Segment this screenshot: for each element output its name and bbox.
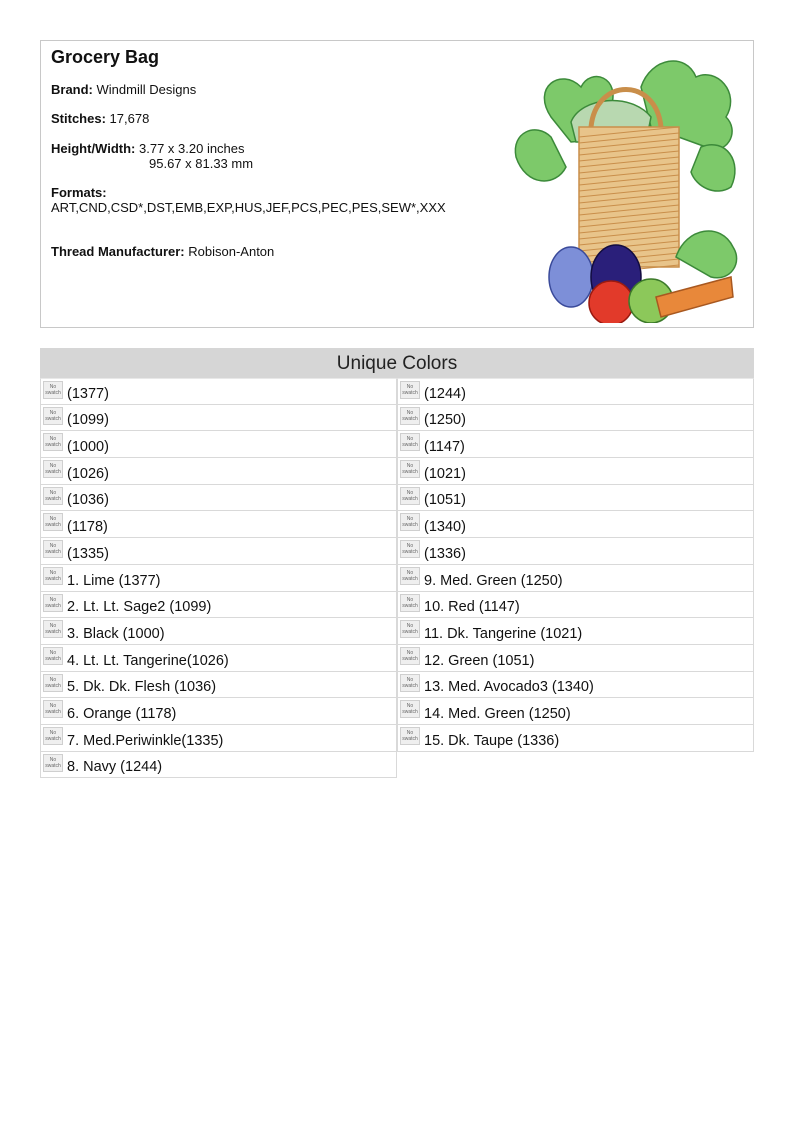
thread-value: Robison-Anton bbox=[188, 244, 275, 259]
color-row bbox=[397, 485, 754, 512]
color-row bbox=[397, 405, 754, 432]
color-row bbox=[397, 618, 754, 645]
color-label: (1026) bbox=[67, 465, 109, 482]
color-row bbox=[397, 645, 754, 672]
no-swatch-icon: No swatch bbox=[43, 567, 63, 585]
color-row bbox=[397, 592, 754, 619]
thread-field bbox=[51, 244, 274, 259]
no-swatch-icon: No swatch bbox=[400, 487, 420, 505]
no-swatch-icon: No swatch bbox=[43, 754, 63, 772]
color-label: (1335) bbox=[67, 545, 109, 562]
color-row bbox=[40, 618, 397, 645]
no-swatch-icon: No swatch bbox=[400, 540, 420, 558]
formats-label: Formats: bbox=[51, 185, 107, 200]
color-label: (1021) bbox=[424, 465, 466, 482]
carrot-bundle bbox=[656, 277, 733, 317]
color-label: (1099) bbox=[67, 412, 109, 429]
no-swatch-icon: No swatch bbox=[400, 647, 420, 665]
formats-value: ART,CND,CSD*,DST,EMB,EXP,HUS,JEF,PCS,PEC,PES,SEW*,XXX bbox=[51, 200, 446, 215]
color-row bbox=[40, 645, 397, 672]
no-swatch-icon: No swatch bbox=[400, 567, 420, 585]
color-row bbox=[397, 458, 754, 485]
color-row bbox=[40, 511, 397, 538]
no-swatch-icon: No swatch bbox=[43, 727, 63, 745]
grocery-bag-design-image bbox=[511, 47, 743, 323]
no-swatch-icon: No swatch bbox=[400, 700, 420, 718]
color-row bbox=[40, 565, 397, 592]
color-row bbox=[40, 752, 397, 779]
color-label: 2. Lt. Lt. Sage2 (1099) bbox=[67, 599, 212, 616]
color-label: (1147) bbox=[424, 439, 465, 456]
color-label: 15. Dk. Taupe (1336) bbox=[424, 732, 560, 749]
color-label: 13. Med. Avocado3 (1340) bbox=[424, 679, 594, 696]
color-row bbox=[397, 378, 754, 405]
leaf-shape bbox=[691, 145, 735, 191]
color-row bbox=[397, 672, 754, 699]
color-label: 12. Green (1051) bbox=[424, 652, 535, 669]
no-swatch-icon: No swatch bbox=[43, 487, 63, 505]
color-label: 10. Red (1147) bbox=[424, 599, 520, 616]
color-label: (1336) bbox=[424, 545, 466, 562]
color-row bbox=[40, 725, 397, 752]
color-label: (1377) bbox=[67, 385, 109, 402]
no-swatch-icon: No swatch bbox=[400, 620, 420, 638]
no-swatch-icon: No swatch bbox=[43, 540, 63, 558]
height-width-label: Height/Width: bbox=[51, 141, 136, 156]
colors-column-right bbox=[397, 378, 754, 752]
color-label: 3. Black (1000) bbox=[67, 625, 165, 642]
eggplant-periwinkle bbox=[549, 247, 593, 307]
no-swatch-icon: No swatch bbox=[43, 407, 63, 425]
color-row bbox=[397, 431, 754, 458]
carrot-leaves bbox=[676, 231, 737, 278]
color-label: 8. Navy (1244) bbox=[67, 759, 163, 776]
color-label: (1178) bbox=[67, 519, 108, 536]
color-row bbox=[397, 565, 754, 592]
color-row bbox=[40, 592, 397, 619]
color-label: 6. Orange (1178) bbox=[67, 705, 177, 722]
color-label: 7. Med.Periwinkle(1335) bbox=[67, 732, 224, 749]
color-row bbox=[397, 698, 754, 725]
design-info-box bbox=[40, 40, 754, 328]
color-label: (1036) bbox=[67, 492, 109, 509]
no-swatch-icon: No swatch bbox=[400, 594, 420, 612]
color-label: (1250) bbox=[424, 412, 466, 429]
stitches-field bbox=[51, 111, 149, 126]
no-swatch-icon: No swatch bbox=[43, 700, 63, 718]
color-label: 11. Dk. Tangerine (1021) bbox=[424, 625, 583, 642]
stitches-label: Stitches: bbox=[51, 111, 106, 126]
no-swatch-icon: No swatch bbox=[43, 674, 63, 692]
color-row bbox=[397, 725, 754, 752]
no-swatch-icon: No swatch bbox=[400, 433, 420, 451]
formats-field bbox=[51, 185, 501, 215]
unique-colors-header: Unique Colors bbox=[40, 348, 754, 378]
thread-label: Thread Manufacturer: bbox=[51, 244, 185, 259]
no-swatch-icon: No swatch bbox=[43, 594, 63, 612]
color-row bbox=[397, 538, 754, 565]
color-label: 4. Lt. Lt. Tangerine(1026) bbox=[67, 652, 229, 669]
brand-label: Brand: bbox=[51, 82, 93, 97]
no-swatch-icon: No swatch bbox=[43, 433, 63, 451]
no-swatch-icon: No swatch bbox=[43, 460, 63, 478]
color-label: (1000) bbox=[67, 439, 109, 456]
no-swatch-icon: No swatch bbox=[400, 513, 420, 531]
no-swatch-icon: No swatch bbox=[43, 647, 63, 665]
color-row bbox=[40, 538, 397, 565]
stitches-value: 17,678 bbox=[109, 111, 150, 126]
color-row bbox=[397, 511, 754, 538]
color-row bbox=[40, 485, 397, 512]
no-swatch-icon: No swatch bbox=[400, 381, 420, 399]
no-swatch-icon: No swatch bbox=[400, 407, 420, 425]
no-swatch-icon: No swatch bbox=[400, 674, 420, 692]
no-swatch-icon: No swatch bbox=[43, 620, 63, 638]
color-label: (1051) bbox=[424, 492, 466, 509]
color-label: 1. Lime (1377) bbox=[67, 572, 161, 589]
no-swatch-icon: No swatch bbox=[43, 381, 63, 399]
brand-field bbox=[51, 82, 196, 97]
color-label: 5. Dk. Dk. Flesh (1036) bbox=[67, 679, 217, 696]
color-label: 9. Med. Green (1250) bbox=[424, 572, 563, 589]
color-row bbox=[40, 405, 397, 432]
height-width-inches: 3.77 x 3.20 inches bbox=[139, 141, 245, 156]
tomato bbox=[589, 281, 633, 323]
color-row bbox=[40, 672, 397, 699]
color-row bbox=[40, 431, 397, 458]
color-row bbox=[40, 458, 397, 485]
colors-column-left bbox=[40, 378, 397, 778]
height-width-mm: 95.67 x 81.33 mm bbox=[149, 156, 254, 171]
no-swatch-icon: No swatch bbox=[43, 513, 63, 531]
design-title: Grocery Bag bbox=[51, 47, 160, 67]
color-label: 14. Med. Green (1250) bbox=[424, 705, 571, 722]
no-swatch-icon: No swatch bbox=[400, 460, 420, 478]
color-label: (1244) bbox=[424, 385, 466, 402]
color-row bbox=[40, 378, 397, 405]
color-row bbox=[40, 698, 397, 725]
height-width-field bbox=[51, 141, 254, 171]
brand-value: Windmill Designs bbox=[96, 82, 197, 97]
no-swatch-icon: No swatch bbox=[400, 727, 420, 745]
leaf-shape bbox=[515, 130, 566, 181]
color-label: (1340) bbox=[424, 519, 466, 536]
